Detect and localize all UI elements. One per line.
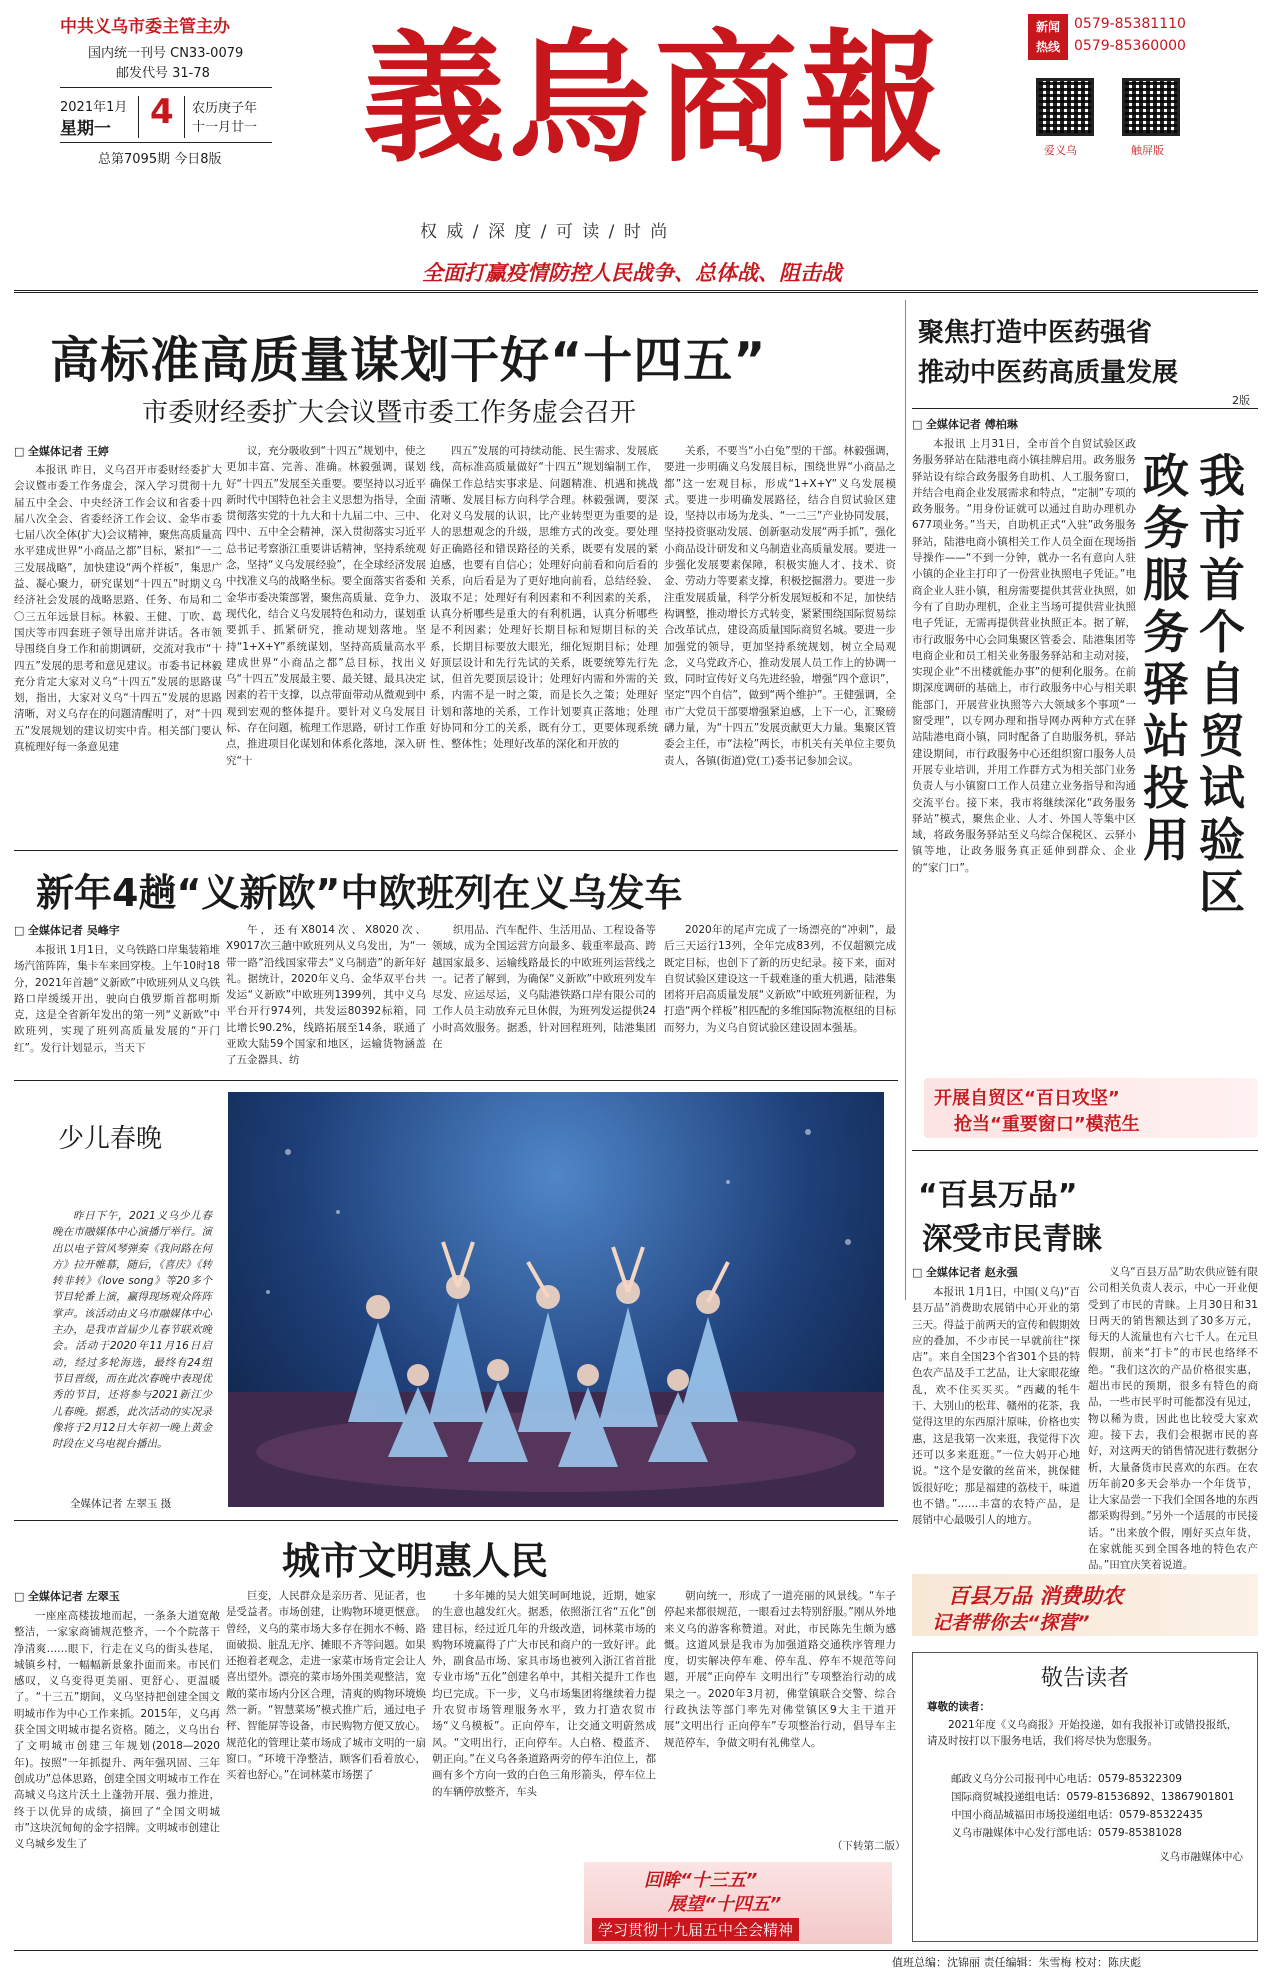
paper-name-logo: 義烏商報 <box>363 16 947 182</box>
civic-byline: □ 全媒体记者 左翠玉 <box>14 1588 120 1604</box>
dancers-illustration <box>228 1092 884 1507</box>
lead-headline: 高标准高质量谋划干好“十四五” <box>50 332 767 389</box>
products-banner-line-2: 记者带你去“探营” <box>932 1612 1090 1634</box>
qr-label-mobile: 触屏版 <box>1131 144 1164 157</box>
tcm-page-ref: 2版 <box>1232 394 1250 407</box>
rail-headline: 新年4趟“义新欧”中欧班列在义乌发车 <box>36 871 683 915</box>
notice-line-4: 义乌市融媒体中心发行部电话：0579-85381028 <box>951 1827 1182 1839</box>
qr-code-app-icon[interactable] <box>1036 78 1094 136</box>
products-headline-1: “百县万品” <box>918 1178 1078 1213</box>
rail-byline: □ 全媒体记者 吴峰宇 <box>14 922 120 938</box>
lead-column-2: 议，充分吸收到“十四五”规划中，使之更加丰富、完善、准确。林毅强调，谋划好“十四五”发展至关重要。要坚持以习近平新时代中国特色社会主义思想为指导，全面贯彻落实党的十九大和十九届二中、三中、四中、五中全会精神，深入贯彻落实习近平总书记考察浙江重要讲话精神，坚持系统观念，坚持“义乌发展经验”，在全球经济发展中找准义乌的战略坐标。要全面落实省委和金华市委决策部署，聚焦高质量、竞争力、现代化，结合义乌发展特色和动力，谋划重要抓手、抓紧研究，推动规划落地。坚持“1+X+Y”系统谋划，坚持高质量高水平建成世界“小商品之都”总目标，找出义乌“十四五”发展最主要、最关键、最具决定因素的若干支撑，以点带面带动从微观到中观到宏观的整体提升。要针对义乌发展目标、存在问题，梳理工作思路，研讨工作重点，推进项目化谋划和体系化落地，深入研究“十 <box>226 445 426 767</box>
weekday: 星期一 <box>60 119 111 139</box>
spring-title: 少儿春晚 <box>58 1124 163 1154</box>
tcm-headline-1: 聚焦打造中医药强省 <box>918 318 1153 348</box>
notice-line-1: 邮政义乌分公司报刊中心电话：0579-85322309 <box>951 1773 1182 1785</box>
campaign-banner: 全面打赢疫情防控人民战争、总体战、阻击战 <box>422 261 842 285</box>
trade-banner-line-2: 抢当“重要窗口”模范生 <box>954 1114 1140 1135</box>
rail-column-4: 2020年的尾声完成了一场漂亮的“冲刺”，最后三天运行13列，全年完成83列，不仅超额完成既定目标，也创下了新的历史纪录。接下来，面对自贸试验区建设这一千载难逢的重大机遇，陆港集团将开启高质量发展“义新欧”中欧班列新征程，为打造“两个样板”相匹配的多维国际物流枢纽的目标而努力，为义乌自贸试验区建设固本强基。 <box>664 924 896 1034</box>
lead-column-1: 本报讯 昨日，义乌召开市委财经委扩大会议暨市委工作务虚会，深入学习贯彻十九届五中全会、中央经济工作会议和省委十四届八次全会、省委经济工作会议、金华市委七届八次全体(扩大)会议精神，聚焦高质量高水平建成世界“小商品之都”目标，紧扣“一二三发展战略”，加快建设“两个样板”，集思广益、凝心聚力，研究谋划“十四五”时期义乌经济社会发展的战略思路、任务、布局和二〇三五年远景目标。林毅、王健、丁吹、葛国庆等市四套班子领导出席并讲话。各市领导围绕自身工作和前期调研，交流对我市“十四五”发展的思考和意见建议。市委书记林毅充分肯定大家对义乌“十四五”发展的思路谋划，指出，大家对义乌“十四五”发展的思路清晰，对义乌存在的问题清醒明了，对“十四五”发展规划的建议切实中肯。相关部门要认真梳理好每一条意见建 <box>14 464 222 754</box>
spring-body: 昨日下午，2021义乌少儿春晚在市融媒体中心演播厅举行。演出以电子管风琴弹奏《我问路在何方》拉开帷幕，随后，《喜庆》《转转非转》《love song》等20多个节目轮番上演，赢得现场观众阵阵掌声。该活动由义乌市融媒体中心主办，是我市首届少儿春节联欢晚会。活动于2020年11月16日启动，经过多轮海选，最终有24组节目晋级，而在此次春晚中表现优秀的节目，还将参与2021新江少儿春晚。据悉，此次活动的实况录像将于2月12日大年初一晚上黄金时段在义乌电视台播出。 <box>52 1210 212 1451</box>
postal-code: 邮发代号 31-78 <box>116 66 210 81</box>
notice-body: 2021年度《义乌商报》开始投递，如有我报补订或错投报纸，请及时按打以下服务电话，我们将尽快为您服务。 <box>927 1719 1238 1747</box>
footer-editors: 值班总编：沈锦丽 责任编辑：朱雪梅 校对：陈庆彪 <box>892 1956 1141 1969</box>
civic-headline: 城市文明惠人民 <box>282 1539 549 1583</box>
civic-column-3: 十多年摊的吴大姐笑呵呵地说，近期，她家的生意也越发红火。据悉，依照浙江省“五化”创建目标，经过近几年的升级改造，词林菜市场的购物环境赢得了广大市民和商户的一致好评。此外，副食品市场、家具市场也被列入浙江省首批专业市场“五化”创建名单中，其相关提升工作也均已完成。下一步，义乌市场集团将继续着力提升农贸市场管理服务水平，致力打造农贸市场“义乌模板”。正向停车，让交通文明蔚然成风。“文明出行，正向停车。人白格、橙蓝齐、朝正向。”在义乌各条道路两旁的停车泊位上，都画有多个方向一致的白色三角形箭头，停车位上的车辆停放整齐，车头 <box>432 1590 656 1798</box>
civic-column-2: 巨变，人民群众是亲历者、见证者，也是受益者。市场创建，让购物环境更惬意。曾经，义乌的菜市场大多存在拥水不畅、路面破损、脏乱无序、摊眼不齐等问题。如果还抱着老观念，走进一家菜市场肯定会让人喜出望外。漂亮的菜市场外围美观整洁，宽敞的菜市场内分区合理，清爽的购物环境焕然一新。“智慧菜场”模式推广后，通过电子秤、智能屏等设备，市民购物方便又放心。规范化的管理让菜市场成了城市文明的一扇窗口。“环境干净整洁，顾客们看着放心，买着也舒心。”在词林菜市场摆了 <box>226 1590 426 1782</box>
lead-byline: □ 全媒体记者 王婷 <box>14 443 109 459</box>
lead-column-4: 关系，不要当“小白兔”型的干部。林毅强调，要进一步明确义乌发展目标，围绕世界“小商品之都”这一宏观目标，形成“1+X+Y”义乌发展模式。要进一步明确发展路径，结合自贸试验区建设，坚持以市场为龙头、“一二三”产业协同发展，坚持投资驱动发展、创新驱动发展“两手抓”，强化小商品设计研发和义乌制造业高质量发展。要进一步强化发展要素保障，积极实施人才、技术、资金、劳动力等要素支撑，积极挖掘潜力。要进一步注重发展质量，科学分析发展短板和不足，加快结构调整，推动增长方式转变，紧紧围绕国际贸易综合改革试点，建设高质量国际商贸名城。要进一步加强党的领导，更加坚持系统规划，树立全局观念，义乌党政齐心，推动发展人员工作上的协调一致，同时宣传好义乌先进经验，增强“四个意识”，坚定“四个自信”，做到“两个维护”。王健强调，全市广大党员干部要增强紧迫感，上下一心，汇聚磅礴力量，为“十四五”发展贡献更大力量。集聚区管委会主任，市“法检”两长，市机关有关单位主要负责人，各镇(街道)党(工)委书记参加会议。 <box>664 445 896 767</box>
rail-column-3: 织用品、汽车配件、生活用品、工程设备等领域，成为全国运营方向最多、载重率最高、跨越国家最多、运输线路最长的中欧班列运营线之一。记者了解到，为确保“义新欧”中欧班列发车尽发、应运尽运，义乌陆港铁路口岸有限公司的工作人员主动放弃元旦休假，为班列发运提供24小时高效服务。据悉，针对回程班列，陆港集团在 <box>432 924 656 1051</box>
trade-banner <box>924 1078 1258 1138</box>
date-year-month: 2021年1月 <box>60 100 128 115</box>
products-column-1: 本报讯 1月1日，中国(义乌)“百县万品”消费助农展销中心开业的第三天。得益于前两天的宣传和假期效应的叠加，不少市民一早就前往“探店”。来自全国23个省301个县的特色农产品及手工艺品，让大家眼花缭乱，欢不住买买买。“西藏的牦牛干、大别山的松茸、赣州的花茶，我觉得这里的东西原汁原味，价格也实惠，这是我第一次来逛，我觉得下次还可以多来逛逛。”一位大妈开心地说。“这个是安徽的丝苗米，挑保健饭很好吃；那是福建的荔枝干，味道也不错。”……丰富的农特产品，是展销中心最吸引人的地方。 <box>912 1286 1080 1527</box>
trade-banner-line-1: 开展自贸区“百日攻坚” <box>934 1088 1120 1109</box>
spring-gala-photo <box>228 1092 884 1507</box>
civic-continued: （下转第二版） <box>832 1840 906 1852</box>
products-byline: □ 全媒体记者 赵永强 <box>912 1264 1018 1280</box>
rail-column-1: 本报讯 1月1日，义乌铁路口岸集装箱堆场汽笛阵阵，集卡车来回穿梭。上午10时18分，2021年首趟“义新欧”中欧班列从义乌铁路口岸缓缓开出，驶向白俄罗斯首都明斯克，这是全省新年发出的第一列“义新欧”中欧班列，实现了班列高质量发展的“开门红”。发行计划显示，当天下 <box>14 944 220 1054</box>
hotline-number-2: 0579-85360000 <box>1074 38 1186 54</box>
notice-line-2: 国际商贸城投递组电话：0579-81536892、13867901801 <box>951 1791 1235 1803</box>
qr-code-mobile-icon[interactable] <box>1122 78 1180 136</box>
rail-column-2: 午，还有X8014次、X8020次、X9017次三趟中欧班列从义乌发出，为“一带一路”沿线国家带去“义乌制造”的新年好礼。据统计，2020年义乌、金华双平台共发运“义新欧”中欧班列1399列，其中义乌平台开行974列，共发运80392标箱，同比增长90.2%，线路拓展至14条，联通了亚欧大陆59个国家和地区，运输货物涵盖了五金器具、纺 <box>226 924 426 1067</box>
tcm-headline-2: 推动中医药高质量发展 <box>918 358 1179 388</box>
civic-banner-line-2: 展望“十四五” <box>668 1894 782 1915</box>
slogan: 权 威 / 深 度 / 可 读 / 时 尚 <box>420 222 670 242</box>
hotline-label-news: 新闻 <box>1035 20 1060 34</box>
sponsor: 中共义乌市委主管主办 <box>60 17 230 37</box>
trade-body: 本报讯 上月31日，全市首个自贸试验区政务服务驿站在陆港电商小镇挂牌启用。政务服务驿站设有综合政务服务自助机、人工服务窗口，并结合电商企业发展需求和特点，“定制”专项的政务服务。“用身份证就可以通过自助办理机办677项业务。”当天，自助机正式“入驻”政务服务驿站，陆港电商小镇相关工作人员全面在现场指导操作——“不到一分钟，就办一名有意向人驻小镇的企业主打印了一份营业执照电子凭证。”电商企业人驻小镇，租房需要提供其营业执照，如今有了自助办理机，企业主当场可提供营业执照电子凭证，无需再提供营业执照正本。据了解，市行政服务中心会同集聚区管委会、陆港集团等电商企业和员工相关业务服务驿站和主动对接，实现企业“不出楼就能办事”的便利化服务。在前期深度调研的基础上，市行政服务中心与相关职能部门，开展营业执照等六大领域多个事项“一窗受理”，以专网办理和指导网办两种方式在驿站陆港电商小镇，同时配备了自助服务机，驿站建设期间，市行政服务中心还组织窗口服务人员开展专业培训，并用工作群方式为相关部门业务负责人与小镇窗口工作人员建立业务指导和沟通交流平台。接下来，我市将继续深化“政务服务驿站”模式，聚焦企业、人才、外国人等集中区域，将政务服务驿站至义乌综合保税区、云驿小镇等地，让政务服务真正延伸到群众、企业的“家门口”。 <box>912 438 1136 874</box>
lead-column-3: 四五”发展的可持续动能、民生需求、发展底线，高标准高质量做好“十四五”规划编制工作，确保工作总结实事求是、问题精准、机遇和挑战清晰、发展目标方向科学合理。林毅强调，要深化对义乌发展的认识，比产业转型更为重要的是人的思想观念的升级，思维方式的改变。要处理好正确路径和错误路径的关系，既要有发展的紧迫感，也要有自信心；处理好向前看和向后看的关系，向后看是为了更好地向前看，总结经验、汲取不足；处理好有利因素和不利因素的关系，认真分析哪些是重大的有利机遇，认真分析哪些是不利因素；处理好长期目标和短期目标的关系，长期目标要放大眼光，细化短期目标；处理好顶层设计和先行先试的关系，既要统筹先行先试，但首先要顶层设计；处理好内需和外需的关系，内需不是一时之策，而是长久之策；处理好计划和落地的关系，工作计划要真正落地；处理好协同和分工的关系，既有分工，更要体现系统性、整体性；处理好改革的深化和开放的 <box>430 445 658 751</box>
notice-salutation: 尊敬的读者： <box>927 1701 990 1713</box>
products-column-2: 义乌“百县万品”助农供应链有限公司相关负责人表示，中心一开业便受到了市民的青睐。上月30日和31日两天的销售额达到了30多万元，每天的人流量也有六七千人。在元旦假期，前来“打卡”的市民也络绎不绝。“我们这次的产品价格很实惠，超出市民的预期，很多有特色的商品，一些市民平时可能都没有见过，物以稀为贵，因此也比较受大家欢迎。接下去，我们会根据市民的喜好，对这两天的销售情况进行数据分析，大量备货市民喜欢的东西。在农历年前20多天会举办一个年货节，让大家品尝一下我们全国各地的东西都采购得到。”另外一个适展的市民接话。“出来放个假，刚好买点年货，在家就能买到全国各地的特色农产品。”田宜庆笑着说道。 <box>1088 1266 1258 1572</box>
notice-title: 敬告读者 <box>1040 1666 1129 1691</box>
notice-line-3: 中国小商品城福田市场投递组电话：0579-85322435 <box>951 1809 1203 1821</box>
trade-vertical-headline-1: 我市首个自贸试验区 <box>1199 449 1245 919</box>
qr-label-app: 爱义乌 <box>1044 144 1077 157</box>
notice-box <box>912 1652 1258 1942</box>
spring-credit: 全媒体记者 左翠玉 摄 <box>70 1498 172 1510</box>
hotline-number-1: 0579-85381110 <box>1074 16 1186 32</box>
day-number: 4 <box>150 92 174 132</box>
civic-banner-line-3: 学习贯彻十九届五中全会精神 <box>592 1918 799 1941</box>
issue-number: 总第7095期 今日8版 <box>98 152 222 167</box>
lunar-year: 农历庚子年 <box>192 101 258 116</box>
products-banner-line-1: 百县万品 消费助农 <box>948 1584 1124 1608</box>
trade-byline: □ 全媒体记者 傅柏琳 <box>912 416 1018 432</box>
lunar-day: 十一月廿一 <box>192 120 258 135</box>
civic-column-1: 一座座高楼拔地而起，一条条大道宽敞整洁，一家家商铺规范整齐，一个个院落干净清爽……眼下，行走在义乌的街头巷尾，城镇乡村，一幅幅新景象扑面而来。市民们感叹，义乌变得更美丽、更舒心、更温暖了。“十三五”期间，义乌坚持把创建全国文明城市作为中心工作来抓。2015年，义乌再获全国文明城市提名资格。随之，义乌出台了文明城市创建三年规划(2018—2020年)。按照“一年抓提升、两年强巩固、三年创成功”总体思路，创建全国文明城市工作在高城义乌这片沃土上蓬勃开展、强力推进，终于以优异的成绩，摘回了“全国文明城市”这块沉甸甸的金字招牌。文明城市创建让义乌城乡发生了 <box>14 1610 220 1851</box>
products-banner <box>912 1574 1258 1636</box>
hotline-badge <box>1028 14 1068 60</box>
products-headline-2: 深受市民青睐 <box>922 1222 1102 1257</box>
civic-banner-line-1: 回眸“十三五” <box>644 1870 758 1891</box>
civic-column-4: 朝向统一，形成了一道亮丽的风景线。“车子停起来都很规范，一眼看过去特别舒服。”刚从外地来义乌的游客称赞道。对此，市民陈先生颇为感慨。这道风景是我市为加强道路交通秩序管理力度，切实解决停车难、停车乱、停车不规范等问题，开展“正向停车 文明出行”专项整治行动的成果之一。2020年3月初，佛堂镇联合交警、综合行政执法等部门率先对佛堂镇区9大主干道开展“文明出行 正向停车”专项整治行动，倡导车主规范停车，争做文明有礼佛堂人。 <box>664 1590 896 1749</box>
lead-subhead: 市委财经委扩大会议暨市委工作务虚会召开 <box>142 398 637 428</box>
notice-signature: 义乌市融媒体中心 <box>1159 1851 1243 1863</box>
trade-vertical-headline-2: 政务服务驿站投用 <box>1143 449 1189 867</box>
civic-banner <box>584 1862 892 1944</box>
cn-number: 国内统一刊号 CN33-0079 <box>88 46 244 61</box>
hotline-label-line: 热线 <box>1035 40 1060 54</box>
